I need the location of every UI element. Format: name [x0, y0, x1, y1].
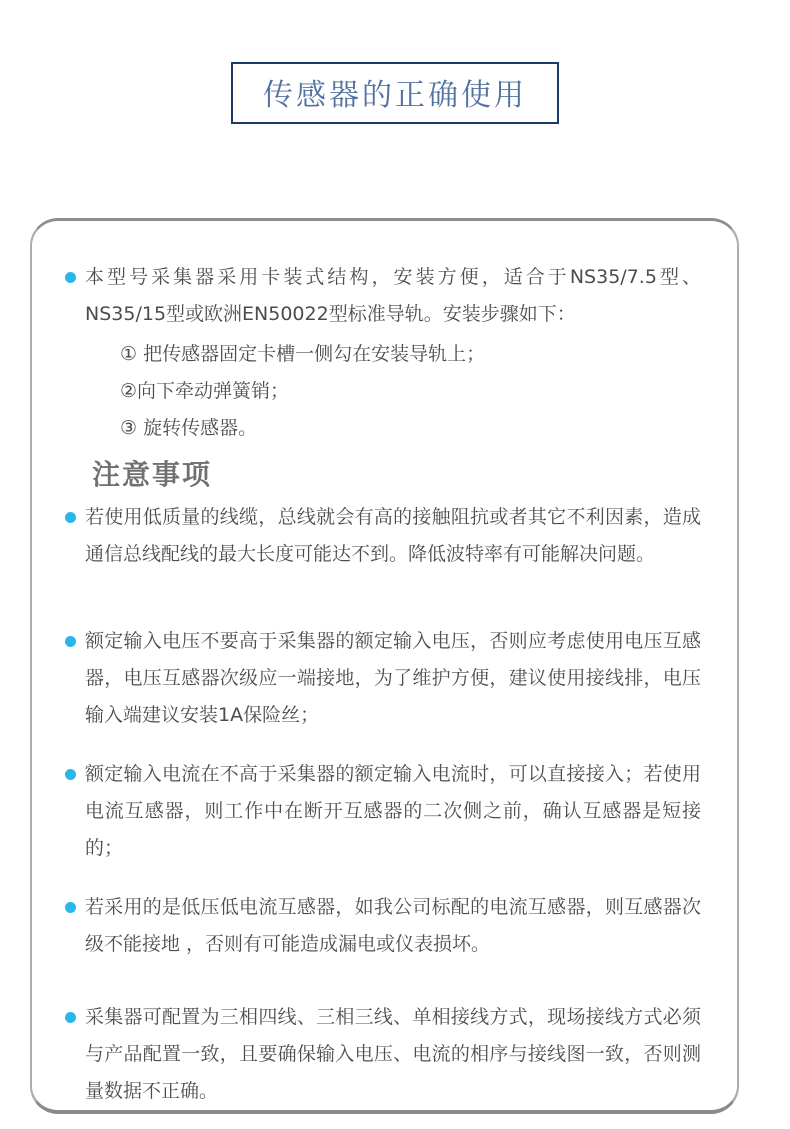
installation-step-2: ②向下牵动弹簧销；	[120, 380, 290, 402]
list-item-installation	[65, 259, 701, 447]
bullet-dot-icon	[65, 1012, 76, 1023]
bullet-dot-icon	[65, 272, 76, 283]
note-voltage-text: 额定输入电压不要高于采集器的额定输入电压，否则应考虑使用电压互感器，电压互感器次级应一端接地，为了维护方便，建议使用接线排，电压输入端建议安装1A保险丝；	[85, 630, 701, 726]
page-title: 传感器的正确使用	[263, 78, 527, 113]
list-item-note-transformer	[65, 889, 701, 963]
notes-section-heading: 注意事项	[92, 458, 213, 491]
list-item-note-current	[65, 756, 701, 867]
bullet-dot-icon	[65, 636, 76, 647]
installation-intro-text: 本型号采集器采用卡装式结构，安装方便，适合于NS35/7.5型、NS35/15型或欧洲EN50022型标准导轨。安装步骤如下：	[85, 266, 701, 325]
note-transformer-text: 若采用的是低压低电流互感器，如我公司标配的电流互感器，则互感器次级不能接地 ，否则有可能造成漏电或仪表损坏。	[85, 896, 701, 955]
installation-body	[85, 259, 701, 447]
installation-steps	[85, 336, 701, 447]
bullet-dot-icon	[65, 902, 76, 913]
list-item-note-voltage	[65, 623, 701, 734]
content-card	[30, 218, 739, 1114]
note-cable-text: 若使用低质量的线缆，总线就会有高的接触阻抗或者其它不利因素，造成通信总线配线的最大长度可能达不到。降低波特率有可能解决问题。	[85, 506, 701, 565]
bullet-dot-icon	[65, 769, 76, 780]
bullet-dot-icon	[65, 512, 76, 523]
installation-step-1: ① 把传感器固定卡槽一侧勾在安装导轨上；	[120, 343, 486, 365]
note-current-text: 额定输入电流在不高于采集器的额定输入电流时，可以直接接入；若使用电流互感器，则工作中在断开互感器的二次侧之前，确认互感器是短接的；	[85, 763, 701, 859]
list-item-note-cable	[65, 499, 701, 573]
installation-step-3: ③ 旋转传感器。	[120, 417, 258, 439]
note-wiring-text: 采集器可配置为三相四线、三相三线、单相接线方式，现场接线方式必须与产品配置一致，且要确保输入电压、电流的相序与接线图一致，否则测量数据不正确。	[85, 1006, 701, 1102]
list-item-note-wiring	[65, 999, 701, 1110]
page-title-box	[231, 62, 559, 124]
